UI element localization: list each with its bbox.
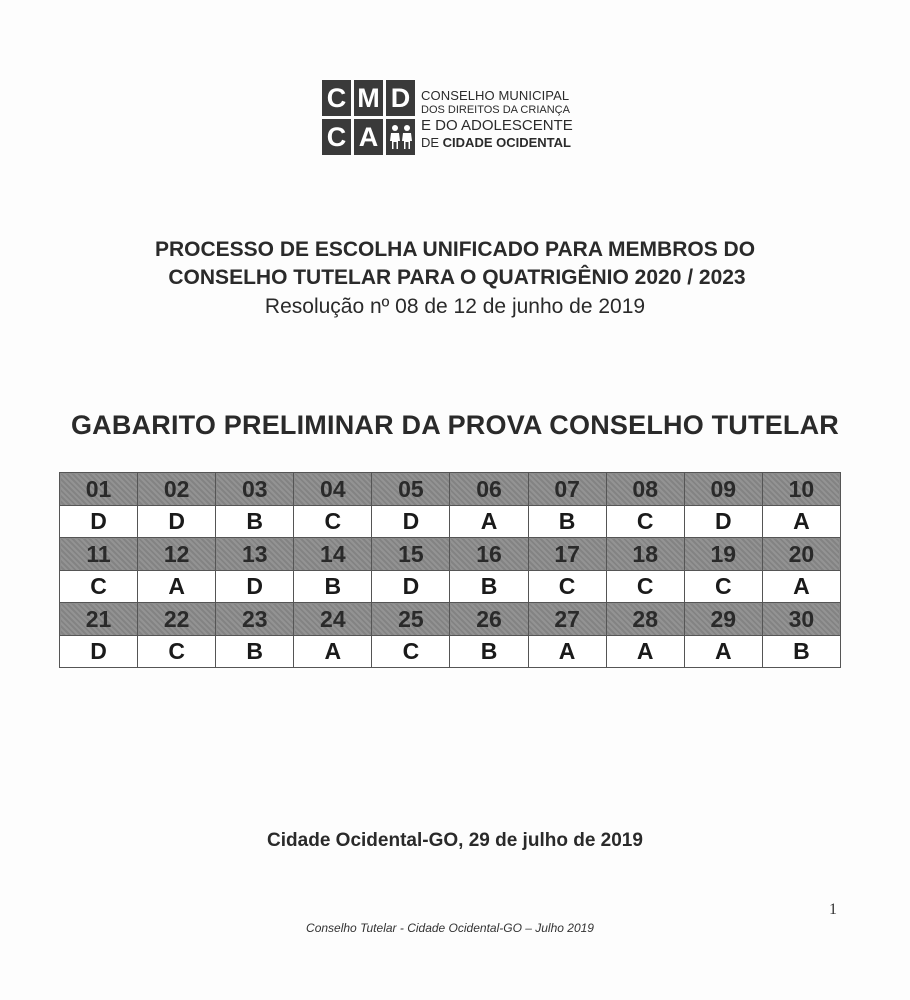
question-number-cell: 20 (762, 538, 840, 571)
logo-text (421, 89, 573, 149)
question-number-cell: 28 (606, 603, 684, 636)
answer-cell: B (762, 636, 840, 668)
answer-cell: C (684, 571, 762, 603)
question-number-cell: 03 (216, 473, 294, 506)
answer-row (60, 506, 841, 538)
logo-letter-c2: C (322, 119, 351, 155)
answer-cell: A (294, 636, 372, 668)
question-number-cell: 24 (294, 603, 372, 636)
answer-cell: A (606, 636, 684, 668)
answer-cell: D (60, 636, 138, 668)
children-icon (386, 119, 415, 155)
answer-cell: A (528, 636, 606, 668)
answer-cell: D (216, 571, 294, 603)
answer-row (60, 636, 841, 668)
answer-cell: B (450, 636, 528, 668)
answer-cell: C (294, 506, 372, 538)
logo-letter-m: M (354, 80, 383, 116)
document-title-line-1: PROCESSO DE ESCOLHA UNIFICADO PARA MEMBROS DO (154, 238, 756, 261)
document-title-line-2: CONSELHO TUTELAR PARA O QUATRIGÊNIO 2020 / 2023 (168, 266, 746, 289)
answer-cell: B (216, 636, 294, 668)
logo-letter-grid (322, 80, 415, 155)
question-number-cell: 30 (762, 603, 840, 636)
logo-line-2: DOS DIREITOS DA CRIANÇA (421, 104, 570, 116)
question-number-cell: 01 (60, 473, 138, 506)
answer-cell: A (138, 571, 216, 603)
question-number-cell: 08 (606, 473, 684, 506)
answer-cell: B (216, 506, 294, 538)
question-number-cell: 29 (684, 603, 762, 636)
answer-cell: A (762, 571, 840, 603)
question-number-cell: 02 (138, 473, 216, 506)
question-number-cell: 11 (60, 538, 138, 571)
question-number-cell: 21 (60, 603, 138, 636)
answer-cell: D (138, 506, 216, 538)
question-number-cell: 13 (216, 538, 294, 571)
answer-cell: D (372, 571, 450, 603)
question-number-cell: 10 (762, 473, 840, 506)
answer-cell: D (684, 506, 762, 538)
answer-cell: A (684, 636, 762, 668)
question-number-cell: 09 (684, 473, 762, 506)
question-number-row (60, 603, 841, 636)
logo-line-4 (421, 136, 573, 149)
logo-letter-a: A (354, 119, 383, 155)
answer-cell: B (450, 571, 528, 603)
answer-row (60, 571, 841, 603)
answer-cell: D (60, 506, 138, 538)
question-number-cell: 18 (606, 538, 684, 571)
answer-cell: C (60, 571, 138, 603)
question-number-row (60, 473, 841, 506)
question-number-cell: 16 (450, 538, 528, 571)
logo-line-4-prefix: DE (421, 135, 443, 150)
question-number-cell: 05 (372, 473, 450, 506)
question-number-cell: 19 (684, 538, 762, 571)
question-number-cell: 23 (216, 603, 294, 636)
answer-cell: C (138, 636, 216, 668)
answer-cell: C (528, 571, 606, 603)
resolution-subtitle: Resolução nº 08 de 12 de junho de 2019 (264, 295, 646, 318)
logo-line-1: CONSELHO MUNICIPAL (421, 88, 570, 103)
logo-letter-c: C (322, 80, 351, 116)
question-number-cell: 25 (372, 603, 450, 636)
question-number-cell: 17 (528, 538, 606, 571)
logo-line-3: E DO ADOLESCENTE (421, 117, 573, 134)
question-number-cell: 14 (294, 538, 372, 571)
answer-cell: C (372, 636, 450, 668)
answer-key-table (59, 472, 841, 668)
question-number-cell: 22 (138, 603, 216, 636)
answer-cell: B (294, 571, 372, 603)
page-number: 1 (829, 901, 837, 918)
question-number-cell: 07 (528, 473, 606, 506)
question-number-cell: 15 (372, 538, 450, 571)
question-number-cell: 06 (450, 473, 528, 506)
answer-cell: A (450, 506, 528, 538)
place-date: Cidade Ocidental-GO, 29 de julho de 2019 (267, 830, 643, 851)
answer-cell: C (606, 571, 684, 603)
question-number-cell: 12 (138, 538, 216, 571)
logo-letter-d: D (386, 80, 415, 116)
footer-text: Conselho Tutelar - Cidade Ocidental-GO – Julho 2019 (306, 921, 594, 935)
question-number-cell: 26 (450, 603, 528, 636)
question-number-row (60, 538, 841, 571)
document-title-block (0, 236, 910, 322)
question-number-cell: 27 (528, 603, 606, 636)
answer-cell: B (528, 506, 606, 538)
answer-cell: A (762, 506, 840, 538)
answer-cell: C (606, 506, 684, 538)
cmdca-logo (322, 80, 573, 155)
logo-line-4-city: CIDADE OCIDENTAL (442, 135, 571, 150)
answer-cell: D (372, 506, 450, 538)
answer-key-body (60, 473, 841, 668)
question-number-cell: 04 (294, 473, 372, 506)
gabarito-title: GABARITO PRELIMINAR DA PROVA CONSELHO TUTELAR (70, 410, 839, 440)
